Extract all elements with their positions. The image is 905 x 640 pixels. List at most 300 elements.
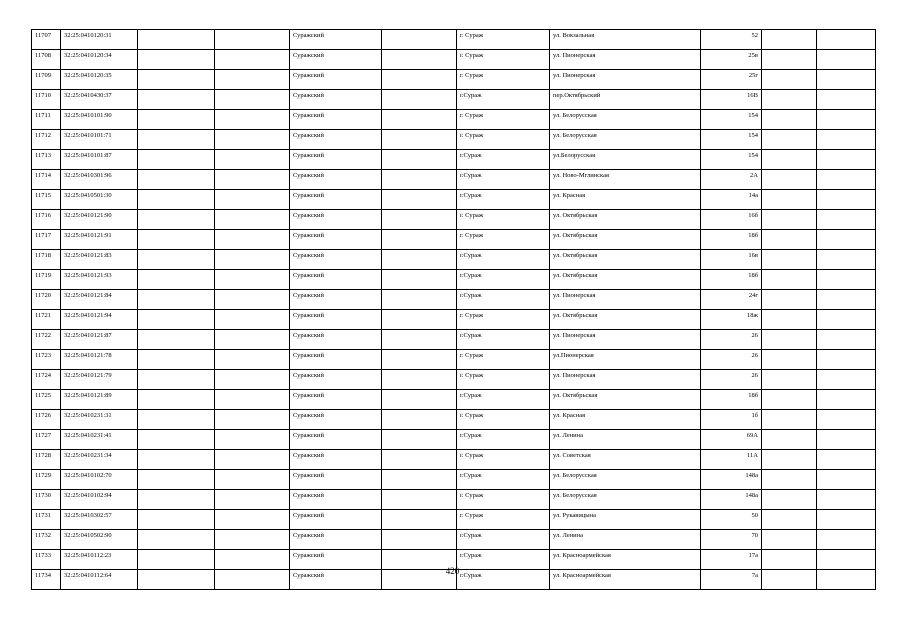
empty-cell — [382, 330, 457, 350]
street-cell: ул. Октябрьская — [550, 390, 701, 410]
row-number-cell: 11718 — [32, 250, 61, 270]
district-cell: Суражский — [290, 410, 382, 430]
row-number-cell: 11733 — [32, 550, 61, 570]
house-number-cell: 26 — [701, 330, 762, 350]
district-cell: Суражский — [290, 290, 382, 310]
empty-cell — [382, 410, 457, 430]
row-number-cell: 11708 — [32, 50, 61, 70]
empty-cell — [762, 210, 817, 230]
house-number-cell: 50 — [701, 510, 762, 530]
city-cell: г.Сураж — [457, 570, 550, 590]
cadastral-number-cell: 32:25:0410121:90 — [61, 210, 138, 230]
empty-cell — [215, 470, 290, 490]
cadastral-number-cell: 32:25:0410102:70 — [61, 470, 138, 490]
district-cell: Суражский — [290, 30, 382, 50]
street-cell: ул. Пионерская — [550, 70, 701, 90]
cadastral-number-cell: 32:25:0410121:78 — [61, 350, 138, 370]
table-row — [32, 250, 876, 270]
city-cell: г.Сураж — [457, 150, 550, 170]
house-number-cell: 16б — [701, 210, 762, 230]
house-number-cell: 14а — [701, 190, 762, 210]
city-cell: г. Сураж — [457, 110, 550, 130]
empty-cell — [382, 430, 457, 450]
empty-cell — [138, 490, 215, 510]
empty-cell — [138, 90, 215, 110]
house-number-cell: 2А — [701, 170, 762, 190]
district-cell: Суражский — [290, 110, 382, 130]
empty-cell — [382, 250, 457, 270]
street-cell: ул. Белорусская — [550, 490, 701, 510]
empty-cell — [215, 510, 290, 530]
empty-cell — [138, 230, 215, 250]
table-row — [32, 470, 876, 490]
table-row — [32, 370, 876, 390]
row-number-cell: 11725 — [32, 390, 61, 410]
empty-cell — [215, 490, 290, 510]
city-cell: г. Сураж — [457, 50, 550, 70]
city-cell: г.Сураж — [457, 390, 550, 410]
empty-cell — [382, 290, 457, 310]
table-row — [32, 450, 876, 470]
city-cell: г. Сураж — [457, 210, 550, 230]
empty-cell — [138, 70, 215, 90]
district-cell: Суражский — [290, 450, 382, 470]
empty-cell — [762, 350, 817, 370]
empty-cell — [382, 230, 457, 250]
house-number-cell: 24г — [701, 290, 762, 310]
empty-cell — [215, 170, 290, 190]
street-cell: ул. Красная — [550, 410, 701, 430]
house-number-cell: 148а — [701, 490, 762, 510]
cadastral-number-cell: 32:25:0410502:90 — [61, 530, 138, 550]
district-cell: Суражский — [290, 190, 382, 210]
cadastral-number-cell: 32:25:0410231:41 — [61, 430, 138, 450]
house-number-cell: 52 — [701, 30, 762, 50]
empty-cell — [138, 370, 215, 390]
street-cell: ул. Пионерская — [550, 330, 701, 350]
empty-cell — [762, 70, 817, 90]
street-cell: ул. Белорусская — [550, 470, 701, 490]
empty-cell — [762, 510, 817, 530]
district-cell: Суражский — [290, 370, 382, 390]
empty-cell — [382, 130, 457, 150]
cadastral-number-cell: 32:25:0410121:94 — [61, 310, 138, 330]
empty-cell — [762, 450, 817, 470]
district-cell: Суражский — [290, 50, 382, 70]
empty-cell — [817, 130, 876, 150]
empty-cell — [817, 410, 876, 430]
empty-cell — [215, 330, 290, 350]
empty-cell — [382, 490, 457, 510]
table-row — [32, 410, 876, 430]
empty-cell — [138, 150, 215, 170]
city-cell: г.Сураж — [457, 190, 550, 210]
district-cell: Суражский — [290, 230, 382, 250]
district-cell: Суражский — [290, 70, 382, 90]
table-row — [32, 90, 876, 110]
district-cell: Суражский — [290, 150, 382, 170]
city-cell: г.Сураж — [457, 430, 550, 450]
empty-cell — [215, 410, 290, 430]
empty-cell — [138, 450, 215, 470]
cadastral-number-cell: 32:25:0410121:93 — [61, 270, 138, 290]
cadastral-number-cell: 32:25:0410121:83 — [61, 250, 138, 270]
empty-cell — [762, 190, 817, 210]
district-cell: Суражский — [290, 390, 382, 410]
empty-cell — [817, 90, 876, 110]
row-number-cell: 11711 — [32, 110, 61, 130]
row-number-cell: 11722 — [32, 330, 61, 350]
empty-cell — [762, 330, 817, 350]
empty-cell — [817, 230, 876, 250]
street-cell: ул. Рукавицына — [550, 510, 701, 530]
empty-cell — [762, 370, 817, 390]
city-cell: г.Сураж — [457, 290, 550, 310]
district-cell: Суражский — [290, 430, 382, 450]
empty-cell — [762, 150, 817, 170]
row-number-cell: 11723 — [32, 350, 61, 370]
table-row — [32, 490, 876, 510]
table-row — [32, 390, 876, 410]
city-cell: г.Сураж — [457, 250, 550, 270]
house-number-cell: 70 — [701, 530, 762, 550]
cadastral-number-cell: 32:25:0410120:31 — [61, 30, 138, 50]
table-row — [32, 130, 876, 150]
empty-cell — [382, 390, 457, 410]
empty-cell — [138, 350, 215, 370]
city-cell: г.Сураж — [457, 330, 550, 350]
empty-cell — [138, 30, 215, 50]
district-cell: Суражский — [290, 90, 382, 110]
empty-cell — [215, 370, 290, 390]
empty-cell — [817, 490, 876, 510]
row-number-cell: 11731 — [32, 510, 61, 530]
street-cell: ул. Красноармейская — [550, 570, 701, 590]
cadastral-number-cell: 32:25:0410121:87 — [61, 330, 138, 350]
empty-cell — [215, 530, 290, 550]
empty-cell — [382, 530, 457, 550]
empty-cell — [817, 290, 876, 310]
empty-cell — [817, 310, 876, 330]
city-cell: г. Сураж — [457, 350, 550, 370]
table-row — [32, 150, 876, 170]
street-cell: ул.Пионерская — [550, 350, 701, 370]
empty-cell — [215, 130, 290, 150]
empty-cell — [215, 430, 290, 450]
empty-cell — [138, 130, 215, 150]
house-number-cell: 16в — [701, 250, 762, 270]
house-number-cell: 17а — [701, 550, 762, 570]
table-row — [32, 170, 876, 190]
empty-cell — [215, 270, 290, 290]
empty-cell — [215, 450, 290, 470]
house-number-cell: 18б — [701, 270, 762, 290]
district-cell: Суражский — [290, 510, 382, 530]
house-number-cell: 26 — [701, 370, 762, 390]
empty-cell — [817, 190, 876, 210]
house-number-cell: 16В — [701, 90, 762, 110]
empty-cell — [382, 50, 457, 70]
empty-cell — [762, 310, 817, 330]
empty-cell — [382, 370, 457, 390]
cadastral-number-cell: 32:25:0410121:89 — [61, 390, 138, 410]
city-cell: г.Сураж — [457, 90, 550, 110]
street-cell: ул. Белорусская — [550, 110, 701, 130]
table-row — [32, 30, 876, 50]
empty-cell — [817, 250, 876, 270]
row-number-cell: 11726 — [32, 410, 61, 430]
street-cell: ул. Красная — [550, 190, 701, 210]
district-cell: Суражский — [290, 270, 382, 290]
house-number-cell: 18б — [701, 230, 762, 250]
row-number-cell: 11714 — [32, 170, 61, 190]
empty-cell — [215, 70, 290, 90]
empty-cell — [215, 290, 290, 310]
cadastral-number-cell: 32:25:0410120:34 — [61, 50, 138, 70]
empty-cell — [382, 110, 457, 130]
empty-cell — [138, 170, 215, 190]
city-cell: г. Сураж — [457, 70, 550, 90]
row-number-cell: 11712 — [32, 130, 61, 150]
cadastral-number-cell: 32:25:0410121:79 — [61, 370, 138, 390]
district-cell: Суражский — [290, 170, 382, 190]
empty-cell — [762, 270, 817, 290]
house-number-cell: 69А — [701, 430, 762, 450]
district-cell: Суражский — [290, 470, 382, 490]
district-cell: Суражский — [290, 530, 382, 550]
city-cell: г. Сураж — [457, 490, 550, 510]
house-number-cell: 18б — [701, 390, 762, 410]
empty-cell — [138, 210, 215, 230]
table-row — [32, 110, 876, 130]
city-cell: г. Сураж — [457, 510, 550, 530]
empty-cell — [215, 310, 290, 330]
page-number: 420 — [445, 566, 460, 576]
cadastral-number-cell: 32:25:0410121:84 — [61, 290, 138, 310]
cadastral-number-cell: 32:25:0410101:71 — [61, 130, 138, 150]
street-cell: ул. Красноармейская — [550, 550, 701, 570]
row-number-cell: 11732 — [32, 530, 61, 550]
table-row — [32, 350, 876, 370]
table-row — [32, 210, 876, 230]
cadastral-number-cell: 32:25:0410101:87 — [61, 150, 138, 170]
empty-cell — [817, 70, 876, 90]
house-number-cell: 154 — [701, 150, 762, 170]
empty-cell — [762, 90, 817, 110]
empty-cell — [382, 270, 457, 290]
empty-cell — [762, 490, 817, 510]
empty-cell — [762, 50, 817, 70]
house-number-cell: 18ж — [701, 310, 762, 330]
house-number-cell: 25в — [701, 50, 762, 70]
empty-cell — [138, 290, 215, 310]
city-cell: г.Сураж — [457, 530, 550, 550]
street-cell: ул. Ново-Мглинская — [550, 170, 701, 190]
empty-cell — [817, 210, 876, 230]
row-number-cell: 11717 — [32, 230, 61, 250]
empty-cell — [138, 190, 215, 210]
cadastral-number-cell: 32:25:0410121:91 — [61, 230, 138, 250]
table-row — [32, 310, 876, 330]
empty-cell — [382, 170, 457, 190]
street-cell: ул. Пионерская — [550, 290, 701, 310]
house-number-cell: 11А — [701, 450, 762, 470]
empty-cell — [817, 430, 876, 450]
row-number-cell: 11709 — [32, 70, 61, 90]
district-cell: Суражский — [290, 130, 382, 150]
row-number-cell: 11707 — [32, 30, 61, 50]
empty-cell — [382, 350, 457, 370]
empty-cell — [215, 210, 290, 230]
empty-cell — [817, 370, 876, 390]
empty-cell — [215, 30, 290, 50]
empty-cell — [382, 310, 457, 330]
row-number-cell: 11716 — [32, 210, 61, 230]
cadastral-number-cell: 32:25:0410102:94 — [61, 490, 138, 510]
street-cell: ул. Вокзальная — [550, 30, 701, 50]
house-number-cell: 154 — [701, 130, 762, 150]
city-cell: г. Сураж — [457, 410, 550, 430]
empty-cell — [382, 30, 457, 50]
city-cell: г. Сураж — [457, 230, 550, 250]
empty-cell — [817, 510, 876, 530]
row-number-cell: 11727 — [32, 430, 61, 450]
cadastral-number-cell: 32:25:0410112:64 — [61, 570, 138, 590]
empty-cell — [762, 110, 817, 130]
row-number-cell: 11730 — [32, 490, 61, 510]
row-number-cell: 11715 — [32, 190, 61, 210]
table-row — [32, 510, 876, 530]
cadastral-number-cell: 32:25:0410302:57 — [61, 510, 138, 530]
street-cell: ул. Октябрьская — [550, 250, 701, 270]
city-cell: г. Сураж — [457, 310, 550, 330]
empty-cell — [762, 230, 817, 250]
empty-cell — [817, 30, 876, 50]
cadastral-number-cell: 32:25:0410430:37 — [61, 90, 138, 110]
empty-cell — [762, 530, 817, 550]
street-cell: ул. Октябрьская — [550, 310, 701, 330]
empty-cell — [215, 190, 290, 210]
city-cell: г.Сураж — [457, 170, 550, 190]
empty-cell — [762, 170, 817, 190]
empty-cell — [817, 50, 876, 70]
empty-cell — [382, 150, 457, 170]
row-number-cell: 11729 — [32, 470, 61, 490]
cadastral-number-cell: 32:25:0410101:90 — [61, 110, 138, 130]
street-cell: ул. Пионерская — [550, 370, 701, 390]
empty-cell — [138, 250, 215, 270]
empty-cell — [382, 210, 457, 230]
empty-cell — [762, 470, 817, 490]
table-row — [32, 230, 876, 250]
empty-cell — [215, 250, 290, 270]
street-cell: ул. Октябрьская — [550, 210, 701, 230]
empty-cell — [138, 390, 215, 410]
row-number-cell: 11710 — [32, 90, 61, 110]
empty-cell — [382, 470, 457, 490]
district-cell: Суражский — [290, 310, 382, 330]
empty-cell — [138, 330, 215, 350]
empty-cell — [382, 70, 457, 90]
empty-cell — [138, 470, 215, 490]
row-number-cell: 11724 — [32, 370, 61, 390]
row-number-cell: 11719 — [32, 270, 61, 290]
district-cell: Суражский — [290, 570, 382, 590]
street-cell: ул. Белорусская — [550, 130, 701, 150]
empty-cell — [382, 90, 457, 110]
empty-cell — [382, 190, 457, 210]
empty-cell — [138, 410, 215, 430]
table-row — [32, 290, 876, 310]
empty-cell — [138, 270, 215, 290]
city-cell: г. Сураж — [457, 130, 550, 150]
house-number-cell: 26 — [701, 350, 762, 370]
property-registry-table — [31, 29, 876, 590]
city-cell: г.Сураж — [457, 270, 550, 290]
empty-cell — [215, 390, 290, 410]
street-cell: ул. Октябрьская — [550, 270, 701, 290]
district-cell: Суражский — [290, 210, 382, 230]
empty-cell — [138, 430, 215, 450]
empty-cell — [138, 510, 215, 530]
row-number-cell: 11713 — [32, 150, 61, 170]
row-number-cell: 11720 — [32, 290, 61, 310]
city-cell: г. Сураж — [457, 450, 550, 470]
cadastral-number-cell: 32:25:0410301:96 — [61, 170, 138, 190]
house-number-cell: 154 — [701, 110, 762, 130]
empty-cell — [762, 410, 817, 430]
empty-cell — [817, 270, 876, 290]
empty-cell — [138, 110, 215, 130]
row-number-cell: 11728 — [32, 450, 61, 470]
house-number-cell: 1б — [701, 410, 762, 430]
street-cell: ул. Октябрьская — [550, 230, 701, 250]
empty-cell — [215, 350, 290, 370]
row-number-cell: 11721 — [32, 310, 61, 330]
table-row — [32, 330, 876, 350]
house-number-cell: 25г — [701, 70, 762, 90]
empty-cell — [817, 150, 876, 170]
table-row — [32, 70, 876, 90]
empty-cell — [382, 510, 457, 530]
street-cell: ул. Ленина — [550, 530, 701, 550]
empty-cell — [215, 230, 290, 250]
empty-cell — [762, 250, 817, 270]
empty-cell — [817, 170, 876, 190]
empty-cell — [817, 470, 876, 490]
table-row — [32, 530, 876, 550]
cadastral-number-cell: 32:25:0410231:31 — [61, 410, 138, 430]
empty-cell — [138, 50, 215, 70]
cadastral-number-cell: 32:25:0410231:34 — [61, 450, 138, 470]
district-cell: Суражский — [290, 250, 382, 270]
district-cell: Суражский — [290, 330, 382, 350]
empty-cell — [817, 110, 876, 130]
empty-cell — [817, 390, 876, 410]
street-cell: ул. Пионерская — [550, 50, 701, 70]
empty-cell — [215, 110, 290, 130]
table-row — [32, 50, 876, 70]
cadastral-number-cell: 32:25:0410120:35 — [61, 70, 138, 90]
district-cell: Суражский — [290, 490, 382, 510]
empty-cell — [817, 350, 876, 370]
empty-cell — [762, 430, 817, 450]
empty-cell — [762, 390, 817, 410]
city-cell: г.Сураж — [457, 550, 550, 570]
house-number-cell: 148а — [701, 470, 762, 490]
empty-cell — [817, 530, 876, 550]
empty-cell — [817, 450, 876, 470]
